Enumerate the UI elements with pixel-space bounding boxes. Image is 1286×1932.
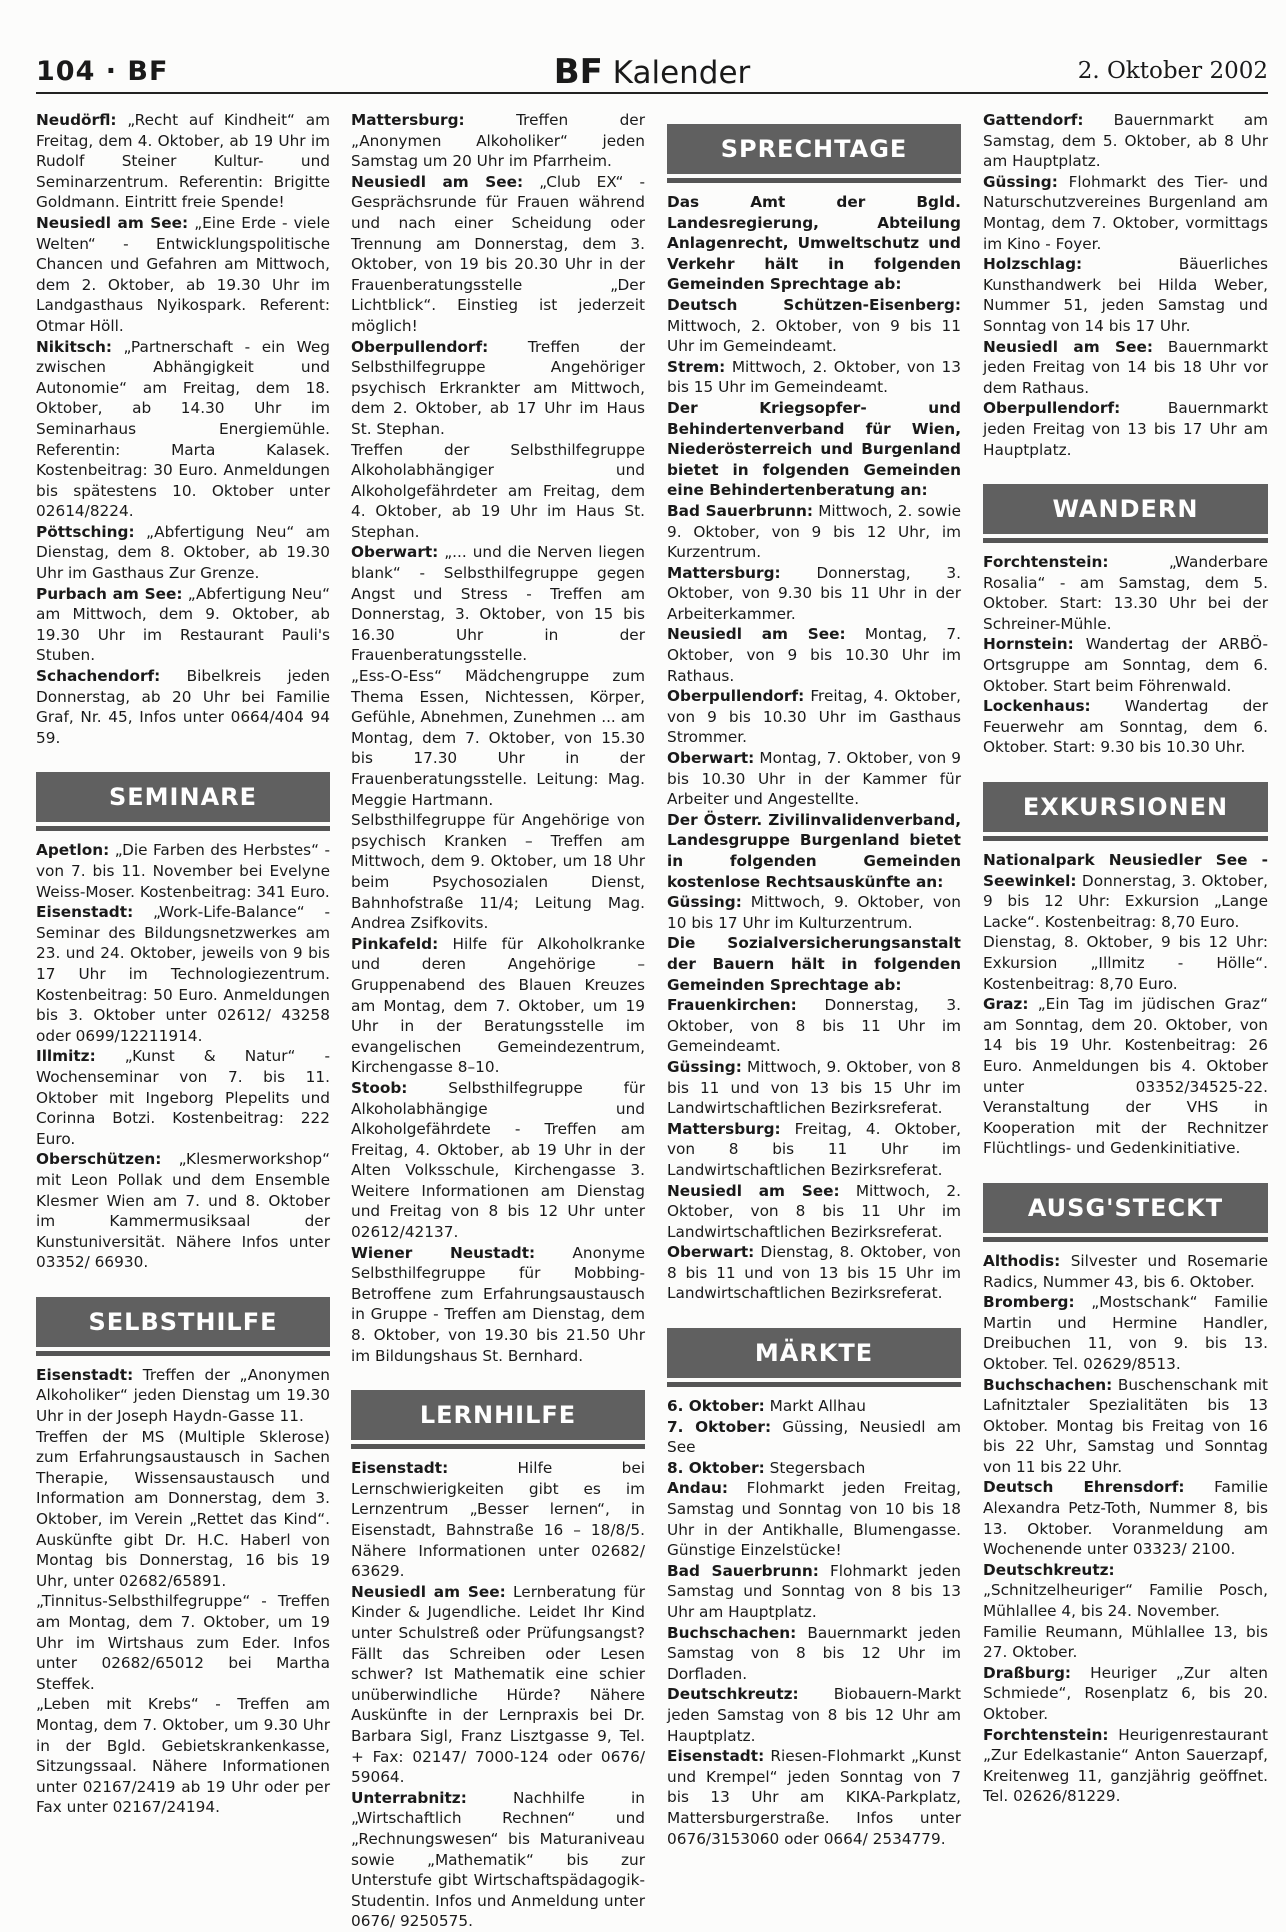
entry: Frauenkirchen: Donnerstag, 3. Oktober, von 8 bis 11 Uhr im Gemeindeamt. — [667, 996, 961, 1056]
section-heading-lernhilfe: LERNHILFE — [351, 1390, 645, 1444]
entry: Nikitsch: „Partnerschaft - ein Weg zwischen Abhängigkeit und Autonomie“ am Freitag, dem 18. Oktober, ab 14.30 Uhr im Seminarhaus Energiemühle. Referentin: Marta Kalasek. Kostenbeitrag: 30 Euro. Anmeldungen bis spätestens 10. Oktober unter 02614/8224. — [36, 337, 330, 521]
entry: Neusiedl am See: Montag, 7. Oktober, von 9 bis 10.30 Uhr im Rathaus. — [667, 625, 962, 685]
entry: Der Österr. Zivilinvalidenverband, Landesgruppe Burgenland bietet in folgenden Gemeinden kostenlose Rechtsauskünfte an: — [667, 810, 961, 891]
entry: Mattersburg: Donnerstag, 3. Oktober, von 9.30 bis 11 Uhr in der Arbeiterkammer. — [667, 563, 961, 623]
entry: Stoob: Selbsthilfegruppe für Alkoholabhängige und Alkoholgefährdete - Treffen am Freitag, 4. Oktober, ab 19 Uhr in der Alten Volksschule, Kirchengasse 3. Weitere Informationen am Dienstag und Freitag von 8 bis 12 Uhr unter 02612/42137. — [351, 1078, 645, 1242]
section-heading-exkursionen: EXKURSIONEN — [983, 782, 1268, 836]
entry: Hornstein: Wandertag der ARBÖ-Ortsgruppe am Sonntag, dem 6. Oktober. Start beim Föhrenwald. — [983, 635, 1268, 695]
entry: Holzschlag: Bäuerliches Kunsthandwerk bei Hilda Weber, Nummer 51, jeden Samstag und Sonntag von 14 bis 17 Uhr. — [983, 255, 1268, 335]
entry: Eisenstadt: Hilfe bei Lernschwierigkeiten gibt es im Lernzentrum „Besser lernen“, in Eisenstadt, Bahnstraße 16 – 18/8/5. Nähere Informationen unter 02682/ 63629. — [351, 1459, 645, 1581]
entry: Neusiedl am See: „Club EX“ - Gesprächsrunde für Frauen während und nach einer Scheidung oder Trennung am Donnerstag, dem 3. Oktober, von 19 bis 20.30 Uhr in der Frauenberatungsstelle „Der Lichtblick“. Einstieg ist jederzeit möglich! — [351, 172, 645, 335]
entry: Eisenstadt: Riesen-Flohmarkt „Kunst und Krempel“ jeden Sonntag von 7 bis 13 Uhr am KIKA-Parkplatz, Mattersburgerstraße. Infos unter 0676/3153060 oder 0664/ 2534779. — [667, 1747, 961, 1848]
entry: Das Amt der Bgld. Landesregierung, Abteilung Anlagenrecht, Umweltschutz und Verkehr hält in folgenden Gemeinden Sprechtage ab: — [667, 193, 961, 294]
entry: Illmitz: „Kunst & Natur“ - Wochenseminar von 7. bis 11. Oktober mit Ingeborg Plepelits und Corinna Botzi. Kostenbeitrag: 222 Euro. — [36, 1047, 330, 1148]
entry: Mattersburg: Freitag, 4. Oktober, von 8 bis 11 Uhr im Landwirtschaftlichen Bezirksreferat. — [667, 1119, 961, 1179]
entry: Schachendorf: Bibelkreis jeden Donnerstag, ab 20 Uhr bei Familie Graf, Nr. 45, Infos unter 0664/404 94 59. — [36, 667, 330, 747]
entry: Selbsthilfegruppe für Angehörige von psychisch Kranken – Treffen am Mittwoch, dem 9. Oktober, um 18 Uhr beim Psychosozialen Dienst, Bahnhofstraße 11/4; Leitung Mag. Andrea Zsifkovits. — [351, 811, 645, 933]
entry: Treffen der Selbsthilfegruppe Alkoholabhängiger und Alkoholgefährdeter am Freitag, dem 4. Oktober, ab 19 Uhr im Haus St. Stephan. — [351, 440, 645, 541]
entry: Althodis: Silvester und Rosemarie Radics, Nummer 43, bis 6. Oktober. — [983, 1251, 1268, 1291]
entry: Nationalpark Neusiedler See - Seewinkel: Donnerstag, 3. Oktober, 9 bis 12 Uhr: Exkursion „Lange Lacke“. Kostenbeitrag: 8,70 Euro. — [983, 851, 1268, 931]
entry: Neusiedl am See: Mittwoch, 2. Oktober, von 8 bis 11 Uhr im Landwirtschaftlichen Bezirksreferat. — [667, 1181, 961, 1241]
entry: Pinkafeld: Hilfe für Alkoholkranke und deren Angehörige – Gruppenabend des Blauen Kreuzes am Montag, dem 7. Oktober, um 19 Uhr in der Beratungsstelle im evangelischen Gemeindezentrum, Kirchengasse 8–10. — [351, 934, 645, 1077]
entry: Treffen der MS (Multiple Sklerose) zum Erfahrungsaustausch in Sachen Therapie, Wissensaustausch und Information am Donnerstag, dem 3. Oktober, im Verein „Rettet das Kind“. Auskünfte gibt Dr. H.C. Haberl von Montag bis Donnerstag, 16 bis 19 Uhr, unter 02682/65891. — [36, 1427, 330, 1590]
section-heading-sprechtage: SPRECHTAGE — [667, 124, 961, 178]
entry: Pöttsching: „Abfertigung Neu“ am Dienstag, dem 8. Oktober, ab 19.30 Uhr im Gasthaus Zur Grenze. — [36, 522, 330, 583]
page-date: 2. Oktober 2002 — [1077, 58, 1268, 84]
entry: Buchschachen: Bauernmarkt jeden Samstag von 8 bis 12 Uhr im Dorfladen. — [667, 1623, 961, 1683]
page-number: 104 · BF — [36, 56, 169, 87]
entry: Eisenstadt: Treffen der „Anonymen Alkoholiker“ jeden Dienstag um 19.30 Uhr in der Joseph Haydn-Gasse 11. — [36, 1365, 330, 1426]
section-heading-selbsthilfe: SELBSTHILFE — [36, 1297, 330, 1351]
entry: Oberpullendorf: Freitag, 4. Oktober, von 9 bis 10.30 Uhr im Gasthaus Strommer. — [667, 687, 961, 747]
entry: Neudörfl: „Recht auf Kindheit“ am Freitag, dem 4. Oktober, ab 19 Uhr im Rudolf Steiner Kultur- und Seminarzentrum. Referentin: Brigitte Goldmann. Eintritt freie Spende! — [36, 111, 330, 212]
page-header — [36, 52, 1268, 96]
entry: Bad Sauerbrunn: Flohmarkt jeden Samstag und Sonntag von 8 bis 13 Uhr am Hauptplatz. — [667, 1561, 962, 1621]
header-rule — [36, 92, 1268, 94]
section-heading-wandern: WANDERN — [983, 484, 1268, 538]
title-text: Kalender — [602, 55, 751, 91]
entry: Oberwart: Dienstag, 8. Oktober, von 8 bis 11 und von 13 bis 15 Uhr im Landwirtschaftlichen Bezirksreferat. — [667, 1243, 961, 1303]
entry: Deutsch Schützen-Eisenberg: Mittwoch, 2. Oktober, von 9 bis 11 Uhr im Gemeindeamt. — [667, 295, 961, 356]
entry: Oberpullendorf: Treffen der Selbsthilfegruppe Angehöriger psychisch Erkrankter am Mittwoch, dem 2. Oktober, ab 17 Uhr im Haus St. Stephan. — [351, 337, 645, 438]
entry: Wiener Neustadt: Anonyme Selbsthilfegruppe für Mobbing-Betroffene zum Erfahrungsaustausch in Gruppe - Treffen am Dienstag, dem 8. Oktober, von 19.30 bis 21.50 Uhr im Bildungshaus St. Bernhard. — [351, 1243, 645, 1365]
entry: „Ess-O-Ess“ Mädchengruppe zum Thema Essen, Nichtessen, Körper, Gefühle, Abnehmen, Zunehmen ... am Montag, dem 7. Oktober, von 15.30 bis 17.30 Uhr in der Frauenberatungsstelle. Leitung: Mag. Meggie Hartmann. — [351, 667, 645, 809]
entry: Mattersburg: Treffen der „Anonymen Alkoholiker“ jeden Samstag um 20 Uhr im Pfarrheim. — [351, 111, 645, 171]
entry: Deutsch Ehrensdorf: Familie Alexandra Petz-Toth, Nummer 8, bis 13. Oktober. Voranmeldung am Wochenende unter 03323/ 2100. — [983, 1478, 1268, 1559]
entry: Deutschkreutz: „Schnitzelheuriger“ Familie Posch, Mühlallee 4, bis 24. November. — [983, 1560, 1268, 1621]
entry: Deutschkreutz: Biobauern-Markt jeden Samstag von 8 bis 12 Uhr am Hauptplatz. — [667, 1685, 961, 1745]
entry: 8. Oktober: Stegersbach — [667, 1458, 866, 1477]
entry: 7. Oktober: Güssing, Neusiedl am See — [667, 1417, 961, 1457]
entry: Güssing: Mittwoch, 9. Oktober, von 8 bis 11 und von 13 bis 15 Uhr im Landwirtschaftlichen Bezirksreferat. — [667, 1057, 961, 1118]
section-heading-maerkte: MÄRKTE — [667, 1328, 961, 1382]
entry: Gattendorf: Bauernmarkt am Samstag, dem 5. Oktober, ab 8 Uhr am Hauptplatz. — [983, 111, 1268, 171]
entry: Die Sozialversicherungsanstalt der Bauern hält in folgenden Gemeinden Sprechtage ab: — [667, 934, 961, 994]
entry: „Leben mit Krebs“ - Treffen am Montag, dem 7. Oktober, um 9.30 Uhr in der Bgld. Gebietskrankenkasse, Sitzungssaal. Nähere Informationen unter 02167/2419 ab 19 Uhr oder per Fax unter 02167/24194. — [36, 1695, 330, 1817]
entry: Dienstag, 8. Oktober, 9 bis 12 Uhr: Exkursion „Illmitz - Hölle“. Kostenbeitrag: 8,70 Euro. — [983, 933, 1268, 993]
entry: Unterrabnitz: Nachhilfe in „Wirtschaftlich Rechnen“ und „Rechnungswesen“ bis Maturaniveau sowie „Mathematik“ bis zur Unterstufe gibt Wirtschaftspädagogik-Studentin. Infos und Anmeldung unter 0676/ 9250575. — [351, 1788, 645, 1931]
entry: Bad Sauerbrunn: Mittwoch, 2. sowie 9. Oktober, von 9 bis 12 Uhr, im Kurzentrum. — [667, 501, 962, 562]
entry: Bromberg: „Mostschank“ Familie Martin und Hermine Handler, Dreibuchen 11, von 9. bis 13. Oktober. Tel. 02629/8513. — [983, 1293, 1268, 1373]
entry: Strem: Mittwoch, 2. Oktober, von 13 bis 15 Uhr im Gemeindeamt. — [667, 357, 961, 397]
entry: Draßburg: Heuriger „Zur alten Schmiede“, Rosenplatz 6, bis 20. Oktober. — [983, 1663, 1268, 1723]
column-1 — [36, 110, 330, 1818]
entry: 6. Oktober: Markt Allhau — [667, 1397, 866, 1416]
column-2 — [351, 110, 645, 1932]
entry: Purbach am See: „Abfertigung Neu“ am Mittwoch, dem 9. Oktober, ab 19.30 Uhr im Restaurant Pauli's Stuben. — [36, 584, 330, 665]
entry: „Tinnitus-Selbsthilfegruppe“ - Treffen am Montag, dem 7. Oktober, um 19 Uhr im Wirtshaus zum Eder. Infos unter 02682/65012 bei Martha Steffek. — [36, 1592, 330, 1693]
entry: Oberwart: Montag, 7. Oktober, von 9 bis 10.30 Uhr in der Kammer für Arbeiter und Angestellte. — [667, 749, 961, 809]
entry: Güssing: Flohmarkt des Tier- und Naturschutzvereines Burgenland am Montag, dem 7. Oktober, vormittags im Kino - Foyer. — [983, 172, 1268, 253]
entry: Apetlon: „Die Farben des Herbstes“ - von 7. bis 11. November bei Evelyne Weiss-Moser. Kostenbeitrag: 341 Euro. — [36, 841, 330, 901]
entry: Andau: Flohmarkt jeden Freitag, Samstag und Sonntag von 10 bis 18 Uhr in der Antikhalle, Blumengasse. Günstige Einzelstücke! — [667, 1479, 961, 1560]
column-3 — [667, 110, 961, 1849]
entry: Forchtenstein: Heurigenrestaurant „Zur Edelkastanie“ Anton Sauerzapf, Kreitenweg 11, ganzjährig geöffnet. Tel. 02626/81229. — [983, 1725, 1268, 1806]
section-heading-seminare: SEMINARE — [36, 772, 330, 826]
entry: Oberschützen: „Klesmerworkshop“ mit Leon Pollak und dem Ensemble Klesmer Wien am 7. und 8. Oktober im Kammermusiksaal der Kunstuniversität. Nähere Infos unter 03352/ 66930. — [36, 1150, 330, 1272]
entry: Familie Reumann, Mühlallee 13, bis 27. Oktober. — [983, 1622, 1268, 1662]
entry: Lockenhaus: Wandertag der Feuerwehr am Sonntag, dem 6. Oktober. Start: 9.30 bis 10.30 Uhr. — [983, 697, 1268, 757]
entry: Der Kriegsopfer- und Behindertenverband für Wien, Niederösterreich und Burgenland bietet in folgenden Gemeinden eine Behindertenberatung an: — [667, 398, 961, 500]
entry: Neusiedl am See: Bauernmarkt jeden Freitag von 14 bis 18 Uhr vor dem Rathaus. — [983, 337, 1268, 397]
column-4 — [983, 110, 1268, 1807]
entry: Oberwart: „... und die Nerven liegen blank“ - Selbsthilfegruppe gegen Angst und Stress - Treffen am Donnerstag, 3. Oktober, von 15 bis 16.30 Uhr in der Frauenberatungsstelle. — [351, 543, 645, 665]
entry: Oberpullendorf: Bauernmarkt jeden Freitag von 13 bis 17 Uhr am Hauptplatz. — [983, 399, 1268, 459]
entry: Güssing: Mittwoch, 9. Oktober, von 10 bis 17 Uhr im Kulturzentrum. — [667, 893, 961, 932]
entry: Eisenstadt: „Work-Life-Balance“ - Seminar des Bildungsnetzwerkes am 23. und 24. Oktober, jeweils von 9 bis 17 Uhr im Technologiezentrum. Kostenbeitrag: 50 Euro. Anmeldungen bis 3. Oktober unter 02612/ 43258 oder 0699/12211914. — [36, 903, 330, 1045]
title-logo: BF — [553, 52, 603, 92]
entry: Neusiedl am See: Lernberatung für Kinder & Jugendliche. Leidet Ihr Kind unter Schulstreß oder Prüfungsangst? Fällt das Schreiben oder Lesen schwer? Ist Mathematik eine schier unüberwindliche Hürde? Nähere Auskünfte in der Lernpraxis bei Dr. Barbara Sigl, Franz Lisztgasse 9, Tel. + Fax: 02147/ 7000-124 oder 0676/ 59064. — [351, 1582, 646, 1787]
entry: Neusiedl am See: „Eine Erde - viele Welten“ - Entwicklungspolitische Chancen und Gefahren am Mittwoch, dem 2. Oktober, ab 19.30 Uhr im Landgasthaus Nyikospark. Referent: Otmar Höll. — [36, 213, 330, 335]
section-heading-ausgsteckt: AUSG'STECKT — [983, 1183, 1268, 1237]
entry: Graz: „Ein Tag im jüdischen Graz“ am Sonntag, dem 20. Oktober, von 14 bis 19 Uhr. Kostenbeitrag: 26 Euro. Anmeldungen bis 4. Oktober unter 03352/34525-22. Veranstaltung der VHS in Kooperation mit der Rechnitzer Flüchtlings- und Gedenkinitiative. — [983, 995, 1268, 1158]
entry: Forchtenstein: „Wanderbare Rosalia“ - am Samstag, dem 5. Oktober. Start: 13.30 Uhr bei der Schreiner-Mühle. — [983, 553, 1268, 633]
entry: Buchschachen: Buschenschank mit Lafnitztaler Spezialitäten bis 13 Oktober. Montag bis Freitag von 16 bis 22 Uhr, Samstag und Sonntag von 11 bis 22 Uhr. — [983, 1375, 1268, 1476]
